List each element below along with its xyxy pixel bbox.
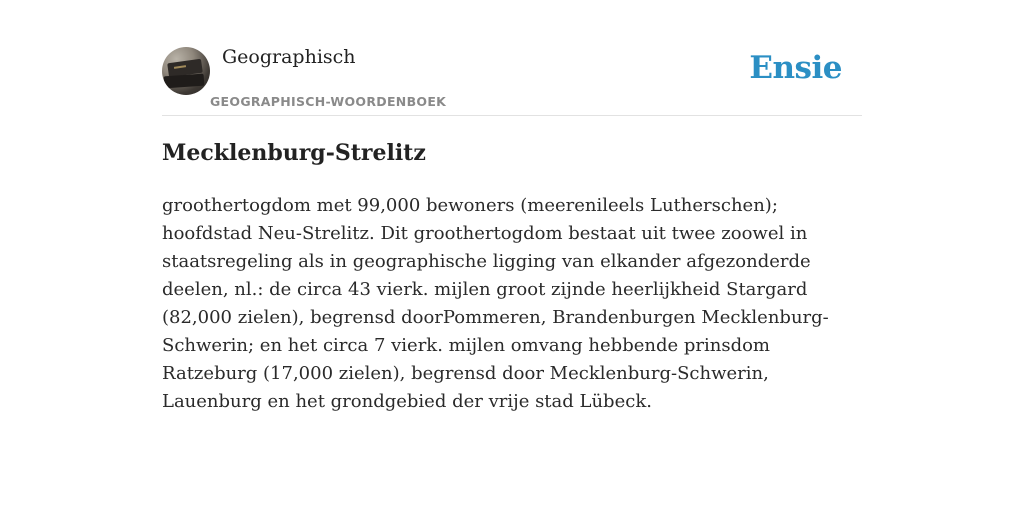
source-title[interactable]: Geographisch [222, 46, 356, 68]
entry-definition: groothertogdom met 99,000 bewoners (meerenileels Lutherschen); hoofdstad Neu-Strelitz. Dit groothertogdom bestaat uit twee zoowel in staatsregeling als in geographische ligging van elkander afgezonderde deelen, nl.: de circa 43 vierk. mijlen groot zijnde heerlijkheid Stargard (82,000 zielen), begrensd doorPommeren, Brandenburgen Mecklenburg-Schwerin; en het circa 7 vierk. mijlen omvang hebbende prinsdom Ratzeburg (17,000 zielen), begrensd door Mecklenburg-Schwerin, Lauenburg en het grondgebied der vrije stad Lübeck. [162, 195, 829, 412]
source-subtitle[interactable]: GEOGRAPHISCH-WOORDENBOEK [210, 94, 447, 109]
entry-card [162, 0, 862, 512]
source-avatar[interactable] [162, 47, 210, 95]
ensie-logo[interactable]: Ensie [749, 50, 842, 86]
entry-title: Mecklenburg-Strelitz [162, 140, 426, 166]
entry-header [162, 0, 862, 116]
